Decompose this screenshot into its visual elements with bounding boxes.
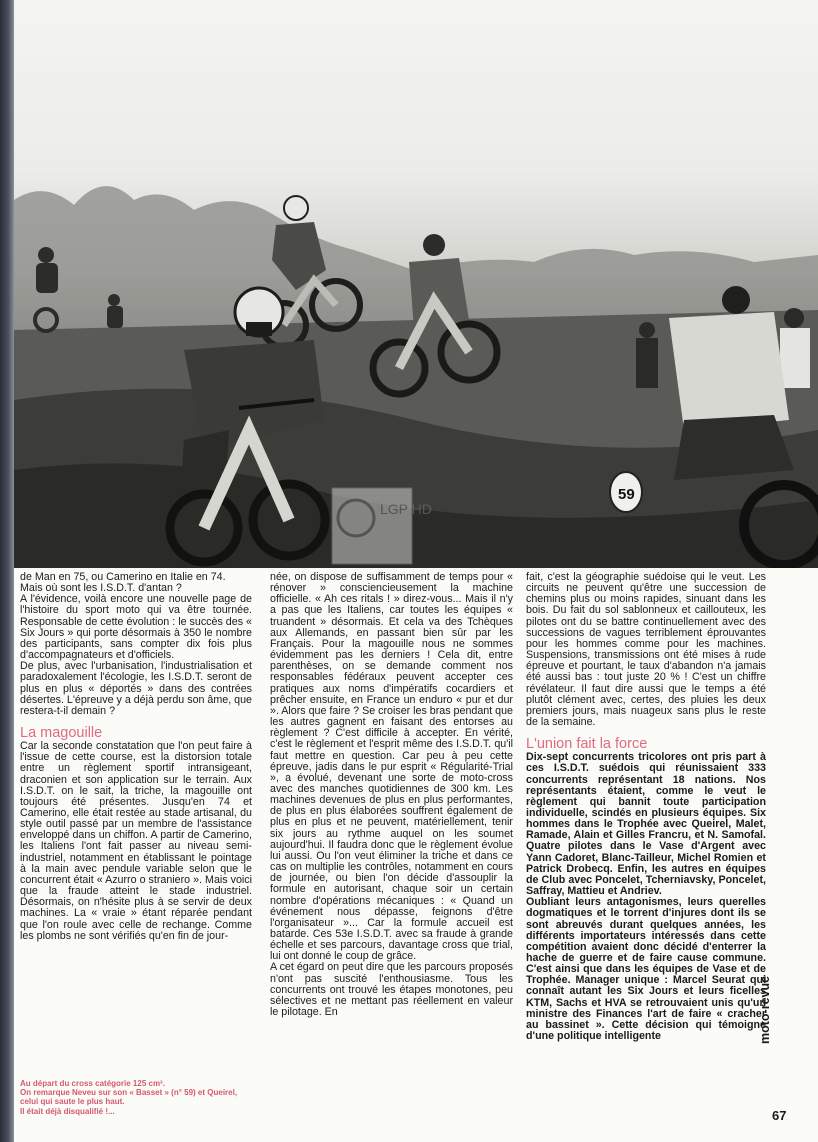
column-3-paragraph-1: fait, c'est la géographie suédoise qui le veut. Les circuits ne peuvent qu'être une succession de chemins plus ou moins rapides, sinuant dans les bois. Du fait du sol sablonneux et caillouteux, les pilotes ont du se battre continuellement avec des successions de vagues terriblement éprouvantes pour les hommes comme pour les machines. Suspensions, transmissions ont été mises à rude épreuve et pourtant, le taux d'abandon n'a jamais été aussi bas : tout juste 20 % ! C'est un chiffre révélateur. Il faut dire aussi que le temps a été plutôt clément avec, certes, des pluies les deux premiers jours, mais nuageux sans plus le reste de la semaine. <box>526 571 766 729</box>
photo-caption: Au départ du cross catégorie 125 cm³. On remarque Neveu sur son « Basset » (n° 59) et Queirel, celui qui saute le plus haut. Il était déjà disqualifié !... <box>20 1079 238 1116</box>
column-1-paragraph-1: de Man en 75, ou Camerino en Italie en 74. Mais où sont les I.S.D.T. d'antan ? A l'évidence, voilà encore une nouvelle page de l'histoire du sport moto qui va être tournée. Responsable de cette évolution : le succès des « Six Jours » qui porte désormais à 350 le nombre des participants, sans compter dix fois plus d'accompagnateurs et d'officiels. De plus, avec l'urbanisation, l'industrialisation et paradoxalement l'écologie, les I.S.D.T. seront de plus en plus « déportés » dans des contrées désertes. L'épreuve y a déjà perdu son âme, que restera-t-il demain ? <box>20 571 252 717</box>
column-2-paragraph-1: née, on dispose de suffisamment de temps pour « rénover » consciencieusement la machine officielle. « Ah ces ritals ! » direz-vous... Mais il n'y a pas que les Italiens, car toutes les équipes « truandent » désormais. Et cela va des Tchèques aux Allemands, en passant bien sûr par les Français. Pour la magouille nous ne sommes évidemment pas les derniers ! Cela dit, entre parenthèses, on se demande comment nos responsables fédéraux peuvent accepter ces pratiques aux noms d'impératifs cocardiers et prêcher ensuite, en France un enduro « pur et dur ». Alors que faire ? Se croiser les bras pendant que les autres gagnent en faisant des entorses au règlement ? C'est difficile à accepter. En vérité, c'est le règlement et l'esprit même des I.S.D.T. qu'il faut mettre en question. Car peu à peu cette épreuve, jadis dans le pur esprit « Régularité-Trial », a évolué, devenant une sorte de moto-cross avec des manches quotidiennes de 300 km. Les machines devenues de plus en plus performantes, de plus en plus élaborées souffrent également de plus en plus et ne peuvent, matériellement, tenir six jours au rythme auquel on les soumet aujourd'hui. Il faudra donc que le règlement évolue lui aussi. Ou l'on veut éliminer la triche et dans ce cas on multiplie les contrôles, notamment en cours de journée, ou bien l'on décide d'assouplir la formule en autorisant, chaque soir un certain nombre d'opérations mécaniques : « Quand un événement nous dépasse, feignons d'être l'organisateur »... Car la formule accueil est batarde. Ces 53e I.S.D.T. avec sa fraude à grande échelle et ses parcours, davantage cross que trial, lui ont donné le coup de grâce. A cet égard on peut dire que les parcours proposés n'ont pas suscité l'enthousiasme. Tous les concurrents ont trouvé les étapes monotones, peu sélectives et ne mettant pas réellement en valeur le pilotage. En <box>270 571 513 1019</box>
section-heading-union-fait-la-force: L'union fait la force <box>526 736 648 753</box>
watermark-text: LGP HD <box>380 501 432 517</box>
text-column-2 <box>270 572 513 1018</box>
motocross-race-photo-icon <box>14 0 818 568</box>
page-number: 67 <box>772 1108 787 1123</box>
text-column-3 <box>526 572 766 1042</box>
race-photo <box>14 0 818 568</box>
page-binding-edge <box>0 0 14 1142</box>
column-1-paragraph-2: Car la seconde constatation que l'on peut faire à l'issue de cette course, est la distorsion totale entre un règlement sportif intransigeant, draconien et son application sur le terrain. Aux I.S.D.T. on le sait, la triche, la magouille ont toujours été présentes. Jusqu'en 74 et Camerino, elle était restée au stade artisanal, du style outil passé par un membre de l'assistance enveloppé dans un chiffon. A partir de Camerino, les Italiens l'ont fait passer au niveau semi-industriel, notamment en établissant le pointage à la main avec pendule variable selon que le concurrent était « Azurro o straniero ». Mais voici que la fraude atteint le stade industriel. Désormais, on n'hésite plus à se servir de deux machines. La « vraie » étant réparée pendant que l'on roule avec celle de rechange. Comme les plombs ne sont vérifiés qu'en fin de jour- <box>20 740 252 942</box>
magazine-name: moto-revue <box>758 975 772 1044</box>
text-column-1 <box>20 572 252 942</box>
bike-number-label: 59 <box>618 486 635 503</box>
column-3-paragraph-2: Dix-sept concurrents tricolores ont pris part à ces I.S.D.T. suédois qui réunissaient 333 concurrents représentant 18 nations. Nos représentants étaient, comme le veut le règlement qui bannit toute participation individuelle, scindés en plusieurs équipes. Six hommes dans le Trophée avec Queirel, Malet, Ramade, Alain et Gilles Francru, et N. Samofal. Quatre pilotes dans le Vase d'Argent avec Yann Cadoret, Blanc-Tailleur, Michel Romien et Patrick Drobecq. Enfin, les autres en équipes de Club avec Poncelet, Tcherniavsky, Poncelet, Saffray, Mattieu et Andriev. Oubliant leurs antagonismes, leurs querelles dogmatiques et le torrent d'injures dont ils se sont abreuvés durant quelques années, les différents importateurs intéressés dans cette compétition avaient donc décidé d'enterrer la hache de guerre et de faire cause commune. C'est ainsi que dans les équipes de Vase et de Trophée. Manager unique : Marcel Seurat qui connaît autant les Six Jours et leurs ficelles KTM, Sachs et HVA se retrouvaient unis qu'un ministre des Finances l'art de faire « cracher au bassinet ». Cette décision qui témoigne d'une politique intelligente <box>526 751 766 1043</box>
section-heading-la-magouille: La magouille <box>20 725 103 742</box>
